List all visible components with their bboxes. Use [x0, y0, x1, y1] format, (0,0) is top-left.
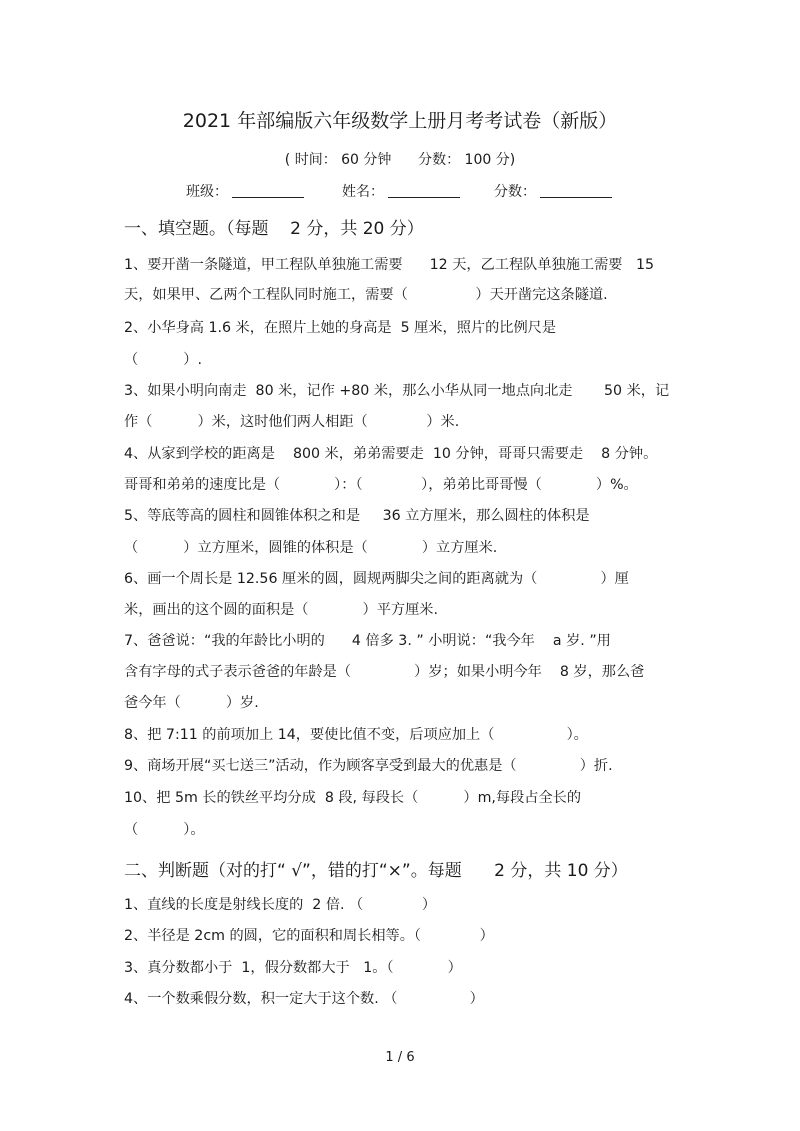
page-number: 1 / 6	[385, 1050, 415, 1065]
question-line: 6、画一个周长是 12.56 厘米的圆，圆规两脚尖之间的距离就为（ ）厘	[124, 571, 629, 587]
question-line: （ ）.	[124, 352, 202, 368]
judgement-line: 4、一个数乘假分数，积一定大于这个数. （ ）	[124, 991, 484, 1007]
question-line: （ ）。	[124, 822, 205, 838]
score-label: 分数：	[494, 184, 536, 200]
question-line: 米，画出的这个圆的面积是（ ）平方厘米.	[124, 602, 439, 618]
question-line: （ ）立方厘米，圆锥的体积是（ ）立方厘米.	[124, 540, 498, 556]
name-field	[342, 181, 460, 201]
question-line: 7、爸爸说：“我的年龄比小明的 4 倍多 3. ” 小明说：“我今年 a 岁. ”用	[124, 633, 611, 649]
question-line: 爸今年（ ）岁.	[124, 695, 259, 711]
name-label: 姓名：	[342, 184, 384, 200]
judgement-line: 2、半径是 2cm 的圆，它的面积和周长相等。（ ）	[124, 928, 494, 944]
section-heading-fill-in: 一、填空题。（每题 2 分，共 20 分）	[124, 219, 424, 239]
question-line: 4、从家到学校的距离是 800 米，弟弟需要走 10 分钟，哥哥只需要走 8 分钟。	[124, 446, 658, 462]
question-line: 1、要开凿一条隧道，甲工程队单独施工需要 12 天，乙工程队单独施工需要 15	[124, 257, 655, 273]
class-blank	[232, 183, 304, 198]
score-blank	[540, 183, 612, 198]
question-line: 8、把 7:11 的前项加上 14，要使比值不变，后项应加上（ ）。	[124, 727, 588, 743]
question-line: 作（ ）米，这时他们两人相距（ ）米.	[124, 414, 460, 430]
question-line: 9、商场开展“买七送三”活动，作为顾客享受到最大的优惠是（ ）折.	[124, 758, 613, 774]
page-title: 2021 年部编版六年级数学上册月考考试卷（新版）	[182, 110, 618, 132]
section-heading-true-false: 二、判断题（对的打“ √”，错的打“×”。每题 2 分，共 10 分）	[124, 861, 628, 881]
question-line: 天，如果甲、乙两个工程队同时施工，需要（ ）天开凿完这条隧道.	[124, 287, 608, 303]
question-line: 含有字母的式子表示爸爸的年龄是（ ）岁；如果小明今年 8 岁，那么爸	[124, 664, 645, 680]
class-field	[186, 181, 304, 201]
score-field	[494, 181, 612, 201]
question-line: 2、小华身高 1.6 米，在照片上她的身高是 5 厘米，照片的比例尺是	[124, 320, 557, 336]
question-line: 哥哥和弟弟的速度比是（ ）：（ ），弟弟比哥哥慢（ ）%。	[124, 477, 638, 493]
question-line: 10、把 5m 长的铁丝平均分成 8 段, 每段长（ ）m,每段占全长的	[124, 790, 582, 806]
judgement-line: 3、真分数都小于 1，假分数都大于 1。（ ）	[124, 960, 462, 976]
class-label: 班级：	[186, 184, 228, 200]
question-line: 5、等底等高的圆柱和圆锥体积之和是 36 立方厘米，那么圆柱的体积是	[124, 508, 590, 524]
question-line: 3、如果小明向南走 80 米，记作 +80 米，那么小华从同一地点向北走 50 米，记	[124, 383, 670, 399]
exam-time-score: ( 时间： 60 分钟 分数： 100 分)	[284, 152, 516, 168]
name-blank	[388, 183, 460, 198]
judgement-line: 1、直线的长度是射线长度的 2 倍. （ ）	[124, 897, 437, 913]
